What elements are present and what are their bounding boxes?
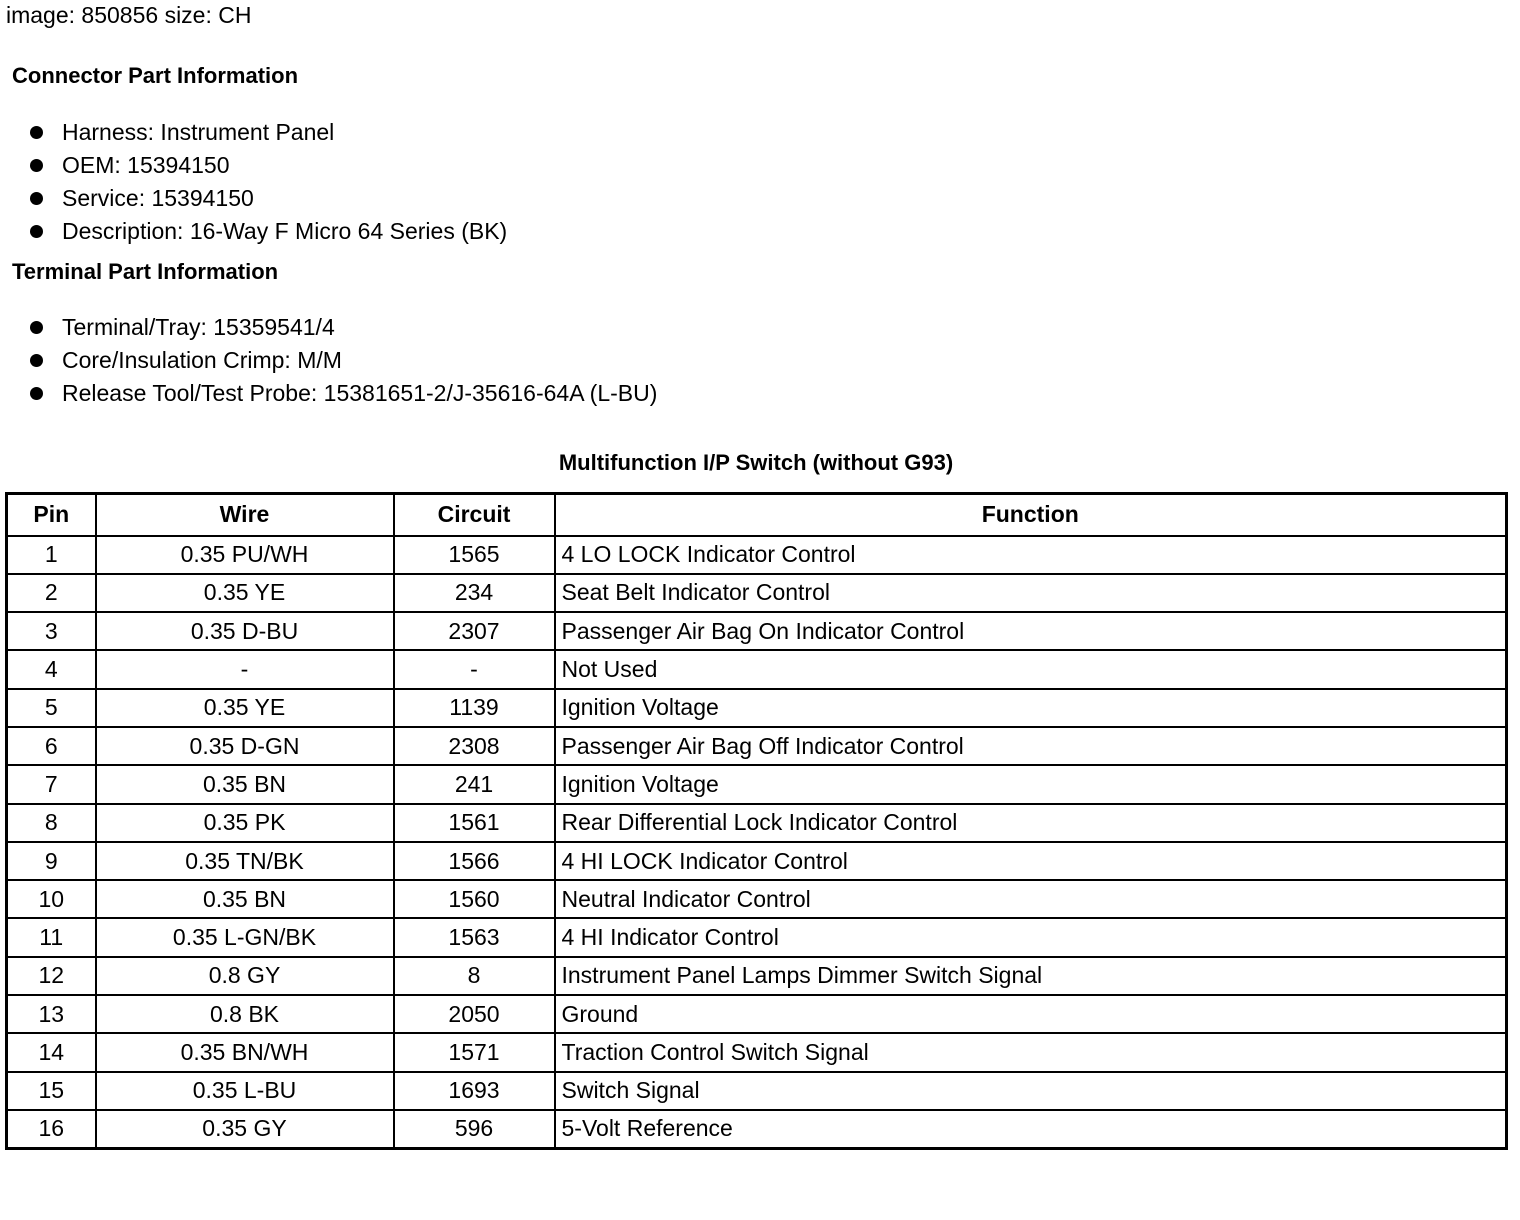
- table-row: [7, 612, 1507, 650]
- list-item-text: Description: 16-Way F Micro 64 Series (BK): [62, 218, 508, 244]
- pin-cell: 13: [7, 995, 96, 1033]
- wire-cell: 0.35 GY: [96, 1110, 394, 1148]
- function-cell: Neutral Indicator Control: [555, 880, 1507, 918]
- circuit-cell: 2307: [394, 612, 555, 650]
- wire-cell: 0.35 PK: [96, 804, 394, 842]
- function-cell: Instrument Panel Lamps Dimmer Switch Signal: [555, 957, 1507, 995]
- list-item-text: Core/Insulation Crimp: M/M: [62, 347, 342, 373]
- function-cell: 4 HI Indicator Control: [555, 918, 1507, 956]
- table-title: Multifunction I/P Switch (without G93): [558, 450, 954, 475]
- wire-cell: 0.35 BN: [96, 765, 394, 803]
- table-row: [7, 1110, 1507, 1148]
- circuit-cell: 1571: [394, 1033, 555, 1071]
- connector-part-information-list: [0, 117, 507, 249]
- wire-cell: 0.35 L-BU: [96, 1072, 394, 1110]
- circuit-cell: 1560: [394, 880, 555, 918]
- column-header-circuit: Circuit: [394, 494, 555, 536]
- pin-cell: 1: [7, 536, 96, 574]
- bullet-icon: [30, 321, 43, 334]
- pin-table: [5, 492, 1508, 1150]
- list-item-text: Service: 15394150: [62, 185, 254, 211]
- table-row: [7, 804, 1507, 842]
- table-row: [7, 689, 1507, 727]
- circuit-cell: 241: [394, 765, 555, 803]
- table-row: [7, 842, 1507, 880]
- function-cell: Seat Belt Indicator Control: [555, 574, 1507, 612]
- bullet-icon: [30, 387, 43, 400]
- table-row: [7, 957, 1507, 995]
- function-cell: Traction Control Switch Signal: [555, 1033, 1507, 1071]
- list-item: [0, 216, 507, 249]
- table-row: [7, 536, 1507, 574]
- function-cell: Not Used: [555, 650, 1507, 688]
- wire-cell: 0.35 L-GN/BK: [96, 918, 394, 956]
- circuit-cell: -: [394, 650, 555, 688]
- wire-cell: 0.35 PU/WH: [96, 536, 394, 574]
- wire-cell: -: [96, 650, 394, 688]
- bullet-icon: [30, 159, 43, 172]
- list-item-text: Release Tool/Test Probe: 15381651-2/J-35616-64A (L-BU): [62, 380, 658, 406]
- pin-cell: 11: [7, 918, 96, 956]
- pin-cell: 8: [7, 804, 96, 842]
- pin-cell: 15: [7, 1072, 96, 1110]
- list-item-text: Terminal/Tray: 15359541/4: [62, 314, 335, 340]
- function-cell: Ground: [555, 995, 1507, 1033]
- wire-cell: 0.8 GY: [96, 957, 394, 995]
- circuit-cell: 1693: [394, 1072, 555, 1110]
- table-header-row: [7, 494, 1507, 536]
- function-cell: 4 HI LOCK Indicator Control: [555, 842, 1507, 880]
- pin-cell: 4: [7, 650, 96, 688]
- table-row: [7, 1072, 1507, 1110]
- pin-cell: 3: [7, 612, 96, 650]
- pin-cell: 16: [7, 1110, 96, 1148]
- function-cell: Passenger Air Bag On Indicator Control: [555, 612, 1507, 650]
- wire-cell: 0.8 BK: [96, 995, 394, 1033]
- wire-cell: 0.35 D-BU: [96, 612, 394, 650]
- pin-cell: 2: [7, 574, 96, 612]
- list-item: [0, 345, 657, 378]
- table-row: [7, 650, 1507, 688]
- function-cell: Passenger Air Bag Off Indicator Control: [555, 727, 1507, 765]
- pin-cell: 14: [7, 1033, 96, 1071]
- wire-cell: 0.35 D-GN: [96, 727, 394, 765]
- circuit-cell: 1561: [394, 804, 555, 842]
- pin-cell: 6: [7, 727, 96, 765]
- table-row: [7, 1033, 1507, 1071]
- list-item-text: Harness: Instrument Panel: [62, 119, 335, 145]
- circuit-cell: 1563: [394, 918, 555, 956]
- function-cell: 5-Volt Reference: [555, 1110, 1507, 1148]
- circuit-cell: 1566: [394, 842, 555, 880]
- list-item: [0, 150, 507, 183]
- pin-cell: 5: [7, 689, 96, 727]
- terminal-part-information-list: [0, 312, 657, 411]
- pin-cell: 7: [7, 765, 96, 803]
- column-header-function: Function: [555, 494, 1507, 536]
- pin-cell: 9: [7, 842, 96, 880]
- column-header-pin: Pin: [7, 494, 96, 536]
- circuit-cell: 1139: [394, 689, 555, 727]
- table-row: [7, 918, 1507, 956]
- column-header-wire: Wire: [96, 494, 394, 536]
- list-item: [0, 312, 657, 345]
- circuit-cell: 596: [394, 1110, 555, 1148]
- connector-part-information-heading: Connector Part Information: [12, 63, 299, 88]
- wire-cell: 0.35 YE: [96, 574, 394, 612]
- list-item: [0, 378, 657, 411]
- wire-cell: 0.35 YE: [96, 689, 394, 727]
- wire-cell: 0.35 BN: [96, 880, 394, 918]
- table-row: [7, 995, 1507, 1033]
- pin-cell: 10: [7, 880, 96, 918]
- terminal-part-information-heading: Terminal Part Information: [12, 259, 279, 284]
- list-item-text: OEM: 15394150: [62, 152, 230, 178]
- wire-cell: 0.35 BN/WH: [96, 1033, 394, 1071]
- circuit-cell: 2308: [394, 727, 555, 765]
- list-item: [0, 117, 507, 150]
- function-cell: Rear Differential Lock Indicator Control: [555, 804, 1507, 842]
- table-row: [7, 765, 1507, 803]
- circuit-cell: 8: [394, 957, 555, 995]
- wire-cell: 0.35 TN/BK: [96, 842, 394, 880]
- table-row: [7, 727, 1507, 765]
- function-cell: Switch Signal: [555, 1072, 1507, 1110]
- circuit-cell: 2050: [394, 995, 555, 1033]
- function-cell: 4 LO LOCK Indicator Control: [555, 536, 1507, 574]
- table-row: [7, 880, 1507, 918]
- bullet-icon: [30, 192, 43, 205]
- list-item: [0, 183, 507, 216]
- image-id-label: image: 850856 size: CH: [6, 2, 252, 28]
- table-row: [7, 574, 1507, 612]
- circuit-cell: 234: [394, 574, 555, 612]
- bullet-icon: [30, 354, 43, 367]
- function-cell: Ignition Voltage: [555, 689, 1507, 727]
- function-cell: Ignition Voltage: [555, 765, 1507, 803]
- bullet-icon: [30, 225, 43, 238]
- circuit-cell: 1565: [394, 536, 555, 574]
- pin-cell: 12: [7, 957, 96, 995]
- bullet-icon: [30, 126, 43, 139]
